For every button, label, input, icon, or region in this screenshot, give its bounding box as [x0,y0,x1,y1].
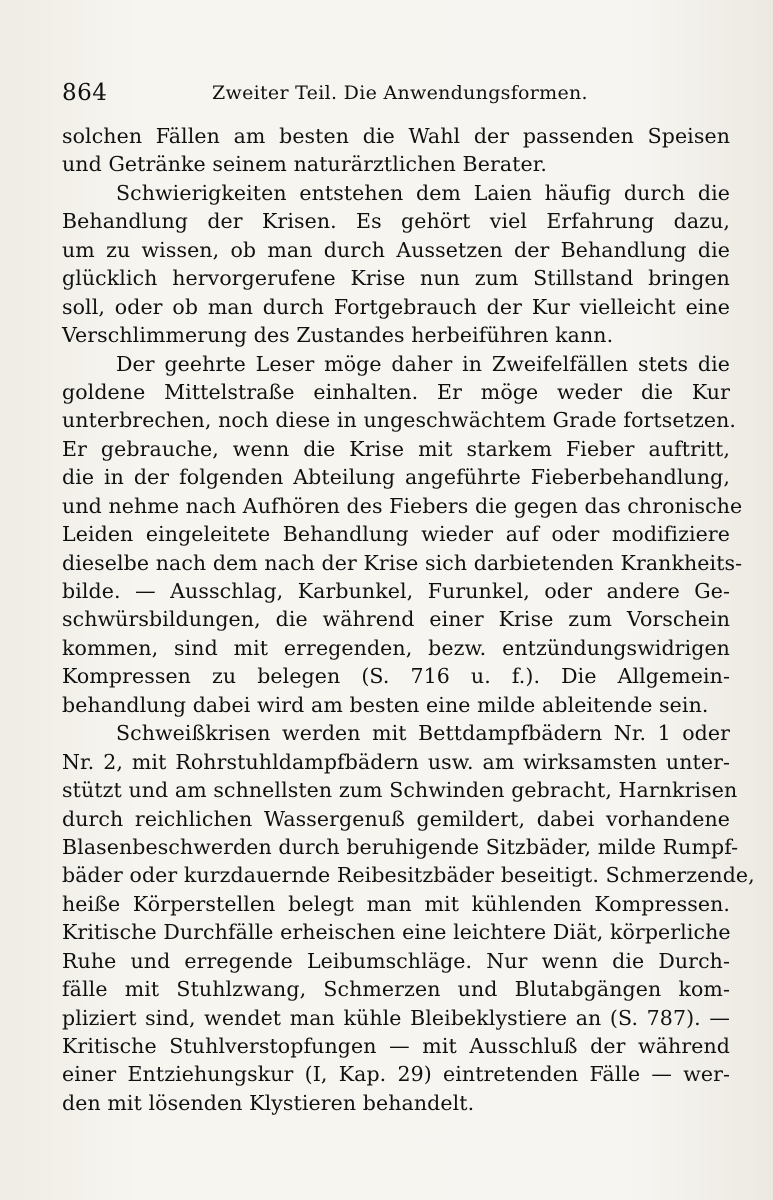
text-line: goldene Mittelstraße einhalten. Er möge weder die Kur [62,379,730,404]
running-head: Zweiter Teil. Die Anwendungsformen. [212,82,588,104]
text-line: unterbrechen, noch diese in ungeschwächtem Grade fortsetzen. [62,408,737,433]
text-line: und Getränke seinem naturärztlichen Berater. [62,152,548,177]
text-line: und nehme nach Aufhören des Fiebers die gegen das chronische [62,493,743,518]
page-number: 864 [62,80,108,106]
text-line: soll, oder ob man durch Fortgebrauch der Kur vielleicht eine [62,294,730,319]
text-line: durch reichlichen Wassergenuß gemildert, dabei vorhandene [62,806,730,831]
text-line: den mit lösenden Klystieren behandelt. [62,1090,475,1115]
body-text [62,122,755,1132]
text-line: die in der folgenden Abteilung angeführte Fieberbehandlung, [62,465,730,490]
text-line: Verschlimmerung des Zustandes herbeiführen kann. [62,323,614,348]
text-line: Kompressen zu belegen (S. 716 u. f.). Die Allgemein- [62,664,730,689]
text-line: Kritische Durchfälle erheischen eine leichtere Diät, körperliche [62,920,731,945]
text-line: kommen, sind mit erregenden, bezw. entzündungswidrigen [62,635,730,660]
page-header [62,80,723,112]
text-line: schwürsbildungen, die während einer Krise zum Vorschein [62,607,730,632]
text-line: bäder oder kurzdauernde Reibesitzbäder beseitigt. Schmerzende, [62,863,755,888]
text-line: Er gebrauche, wenn die Krise mit starkem Fieber auftritt, [62,436,730,461]
text-line: Schweißkrisen werden mit Bettdampfbädern Nr. 1 oder [116,721,730,746]
text-line: glücklich hervorgerufene Krise nun zum Stillstand bringen [62,266,730,291]
text-line: Nr. 2, mit Rohrstuhldampfbädern usw. am wirksamsten unter- [62,749,730,774]
text-line: dieselbe nach dem nach der Krise sich darbietenden Krankheits- [62,550,743,575]
text-line: Der geehrte Leser möge daher in Zweifelfällen stets die [116,351,730,376]
text-line: Ruhe und erregende Leibumschläge. Nur wenn die Durch- [62,948,730,973]
text-line: Kritische Stuhlverstopfungen — mit Ausschluß der während [62,1034,730,1058]
text-line: solchen Fällen am besten die Wahl der passenden Speisen [62,124,730,148]
text-line: behandlung dabei wird am besten eine milde ableitende sein. [62,692,709,717]
text-line: um zu wissen, ob man durch Aussetzen der Behandlung die [62,237,730,262]
text-line: bilde. — Ausschlag, Karbunkel, Furunkel, oder andere Ge- [62,579,730,603]
text-line: einer Entziehungskur (I, Kap. 29) eintretenden Fälle — wer- [62,1062,730,1087]
text-line: pliziert sind, wendet man kühle Bleibeklystiere an (S. 787). — [62,1005,730,1030]
text-line: Leiden eingeleitete Behandlung wieder auf oder modifiziere [62,522,730,547]
text-line: fälle mit Stuhlzwang, Schmerzen und Blutabgängen kom- [62,977,730,1002]
text-line: Schwierigkeiten entstehen dem Laien häufig durch die [116,180,730,205]
text-line: heiße Körperstellen belegt man mit kühlenden Kompressen. [62,891,730,916]
text-line: Behandlung der Krisen. Es gehört viel Erfahrung dazu, [62,209,730,234]
text-line: stützt und am schnellsten zum Schwinden gebracht, Harnkrisen [62,778,738,803]
text-line: Blasenbeschwerden durch beruhigende Sitzbäder, milde Rumpf- [62,834,739,859]
